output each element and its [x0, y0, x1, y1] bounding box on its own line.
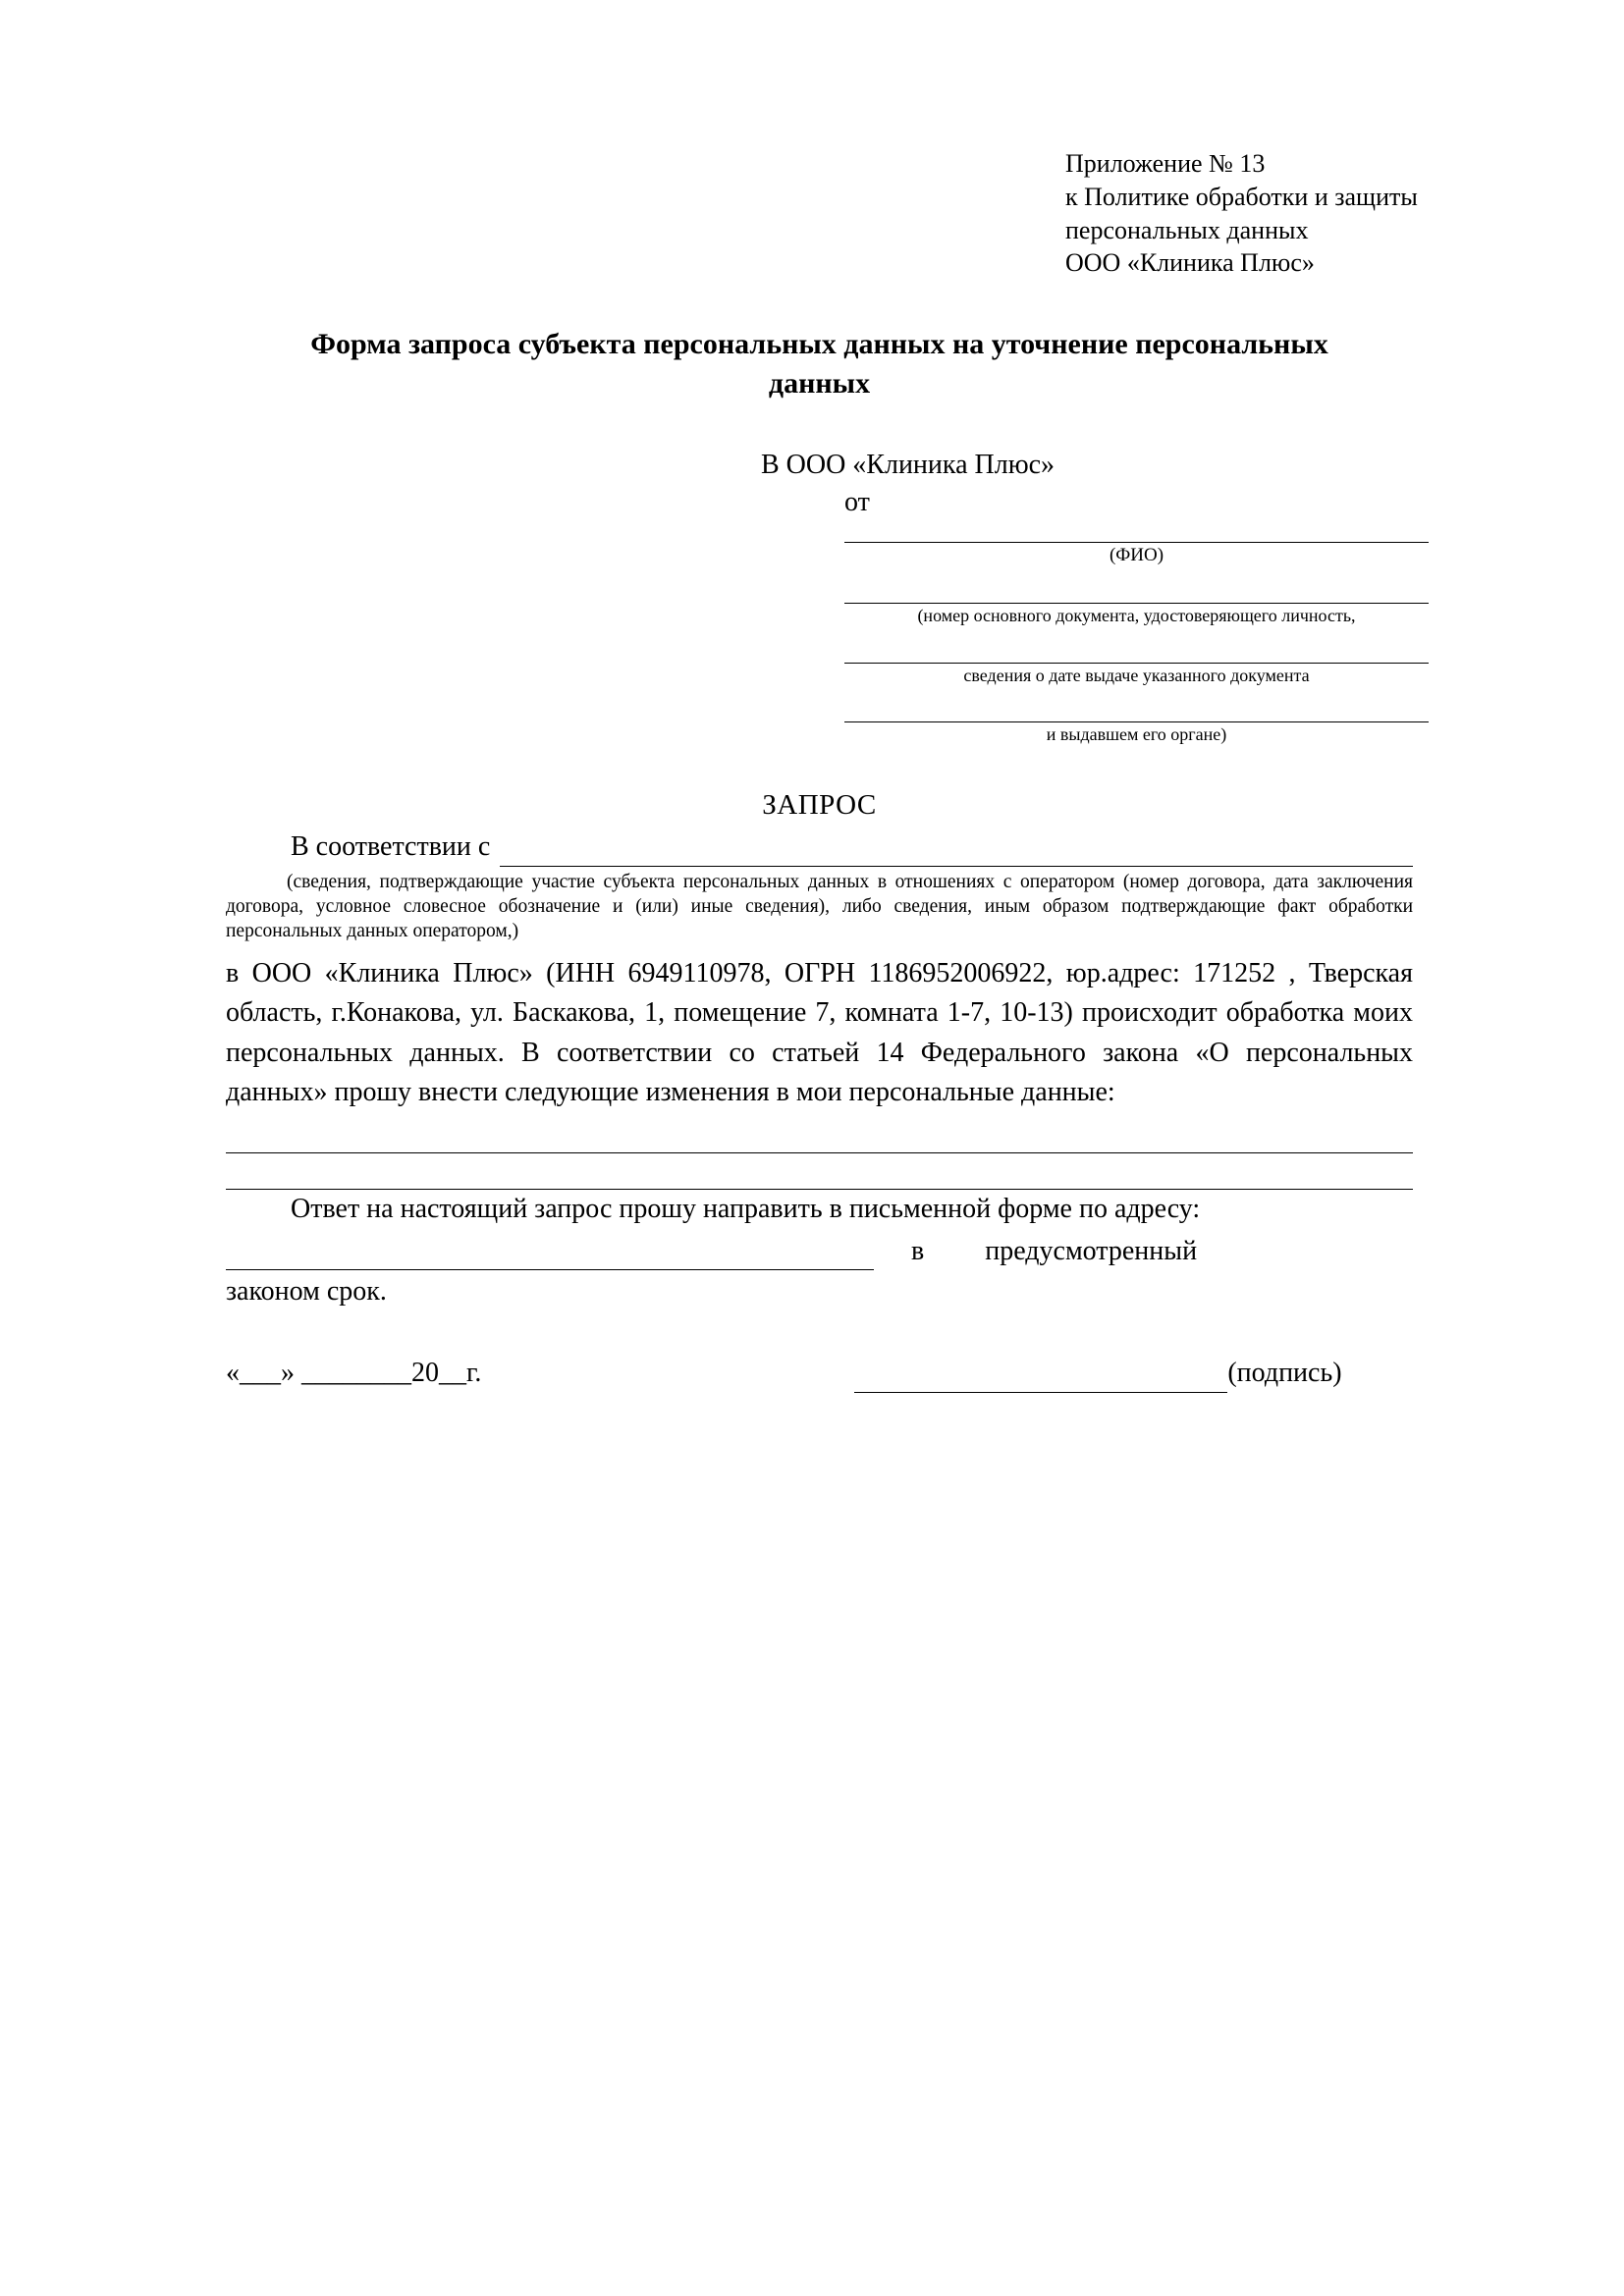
appendix-policy-line-1: к Политике обработки и защиты — [1065, 182, 1418, 211]
signature-row — [226, 1354, 1413, 1393]
spacer — [844, 627, 1429, 641]
document-number-input-line[interactable] — [844, 581, 1429, 604]
in-accordance-row — [226, 828, 1413, 867]
fio-input-line[interactable] — [844, 520, 1429, 543]
appendix-number: Приложение № 13 — [1065, 149, 1266, 178]
appendix-company: ООО «Клиника Плюс» — [1065, 248, 1315, 278]
answer-address-row — [226, 1232, 1413, 1271]
document-number-caption: (номер основного документа, удостоверяющего личность, — [917, 606, 1356, 626]
document-issuer-input-line[interactable] — [844, 700, 1429, 722]
in-accordance-input-line[interactable] — [500, 840, 1413, 867]
answer-address-input-line[interactable] — [226, 1242, 874, 1270]
request-body — [226, 828, 1413, 1393]
document-date-input-line[interactable] — [844, 641, 1429, 664]
addressee-block — [226, 450, 1413, 518]
in-accordance-note — [226, 871, 1413, 944]
changes-input-line-1[interactable] — [226, 1113, 1413, 1153]
spacer — [844, 567, 1429, 581]
addressee-from: от — [844, 487, 870, 518]
main-paragraph: в ООО «Клиника Плюс» (ИНН 6949110978, ОГРН 1186952006922, юр.адрес: 171252 , Тверская область, г.Конакова, ул. Баскакова, 1, помещение 7, комната 1-7, 10-13) происходит обработка моих персональных данных. В соответствии со статьей 14 Федерального закона «О персональных данных» прошу внести следующие изменения в мои персональные данные: — [226, 957, 1413, 1108]
answer-mid-word: в — [911, 1235, 925, 1266]
addressee-to: В ООО «Клиника Плюс» — [760, 450, 1056, 481]
appendix-header — [1065, 147, 1418, 280]
in-accordance-label: В соответствии с — [291, 830, 491, 862]
answer-term-line: законом срок. — [226, 1276, 387, 1308]
page-title: Форма запроса субъекта персональных данных на уточнение персональных данных — [310, 328, 1328, 400]
changes-input-line-2[interactable] — [226, 1153, 1413, 1190]
spacer — [844, 686, 1429, 700]
document-issuer-caption: и выдавшем его органе) — [1046, 724, 1227, 745]
answer-address-paragraph: Ответ на настоящий запрос прошу направить в письменной форме по адресу: — [291, 1193, 1201, 1224]
applicant-fields — [844, 520, 1429, 746]
answer-tail-word: предусмотренный — [985, 1235, 1198, 1266]
fio-caption: (ФИО) — [1109, 545, 1164, 566]
date-field[interactable]: «___» ________20__г. — [226, 1357, 482, 1388]
document-date-caption: сведения о дате выдаче указанного документа — [963, 665, 1310, 685]
note-text: (сведения, подтверждающие участие субъекта персональных данных в отношениях с оператором (номер договора, дата заключения договора, условное словесное обозначение и (или) иные сведения), либо сведения, иным образом подтверждающие факт обработки персональных данных оператором,) — [226, 871, 1413, 941]
signature-field[interactable] — [854, 1354, 1341, 1393]
request-heading: ЗАПРОС — [762, 788, 877, 821]
signature-label: (подпись) — [1227, 1357, 1342, 1388]
appendix-policy-line-2: персональных данных — [1065, 215, 1309, 244]
